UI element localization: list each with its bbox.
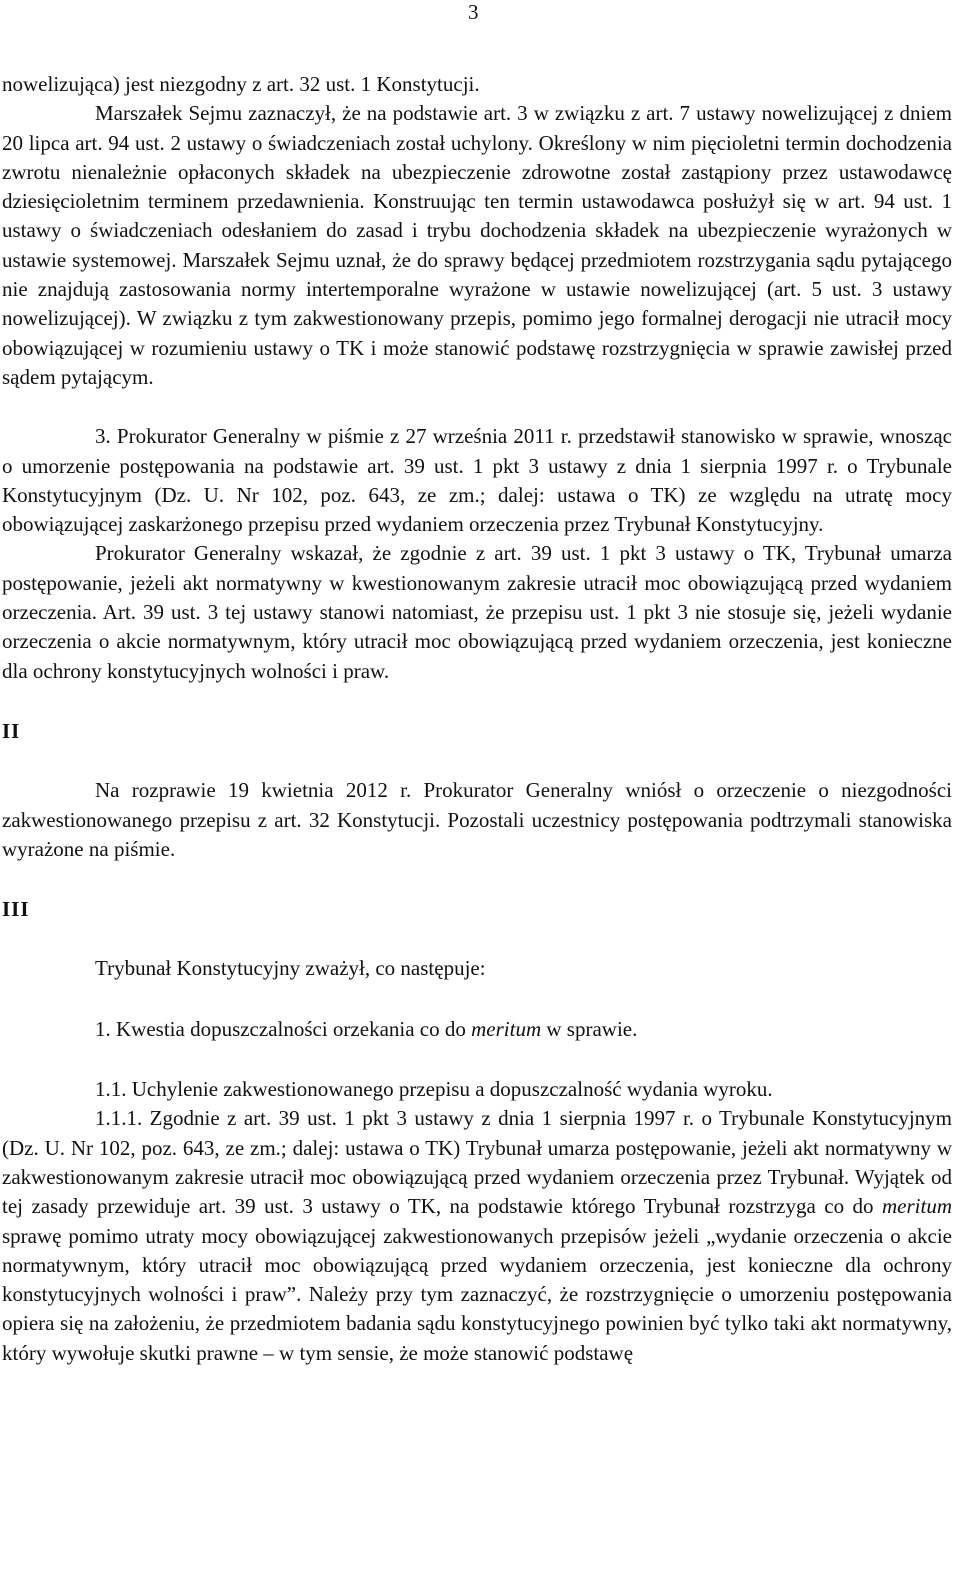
document-body (2, 70, 952, 1368)
paragraph: Prokurator Generalny wskazał, że zgodnie z art. 39 ust. 1 pkt 3 ustawy o TK, Trybunał umarza postępowanie, jeżeli akt normatywny w kwestionowanym zakresie utracił moc obowiązującą przed wydaniem orzeczenia. Art. 39 ust. 3 tej ustawy stanowi natomiast, że przepisu ust. 1 pkt 3 nie stosuje się, jeżeli wydanie orzeczenia o akcie normatywnym, który utracił moc obowiązującą przed wydaniem orzeczenia, jest konieczne dla ochrony konstytucyjnych wolności i praw. (2, 541, 952, 683)
text-run: 1. Kwestia dopuszczalności orzekania co do (95, 1016, 472, 1041)
paragraph (2, 1104, 952, 1368)
paragraph: nowelizująca) jest niezgodny z art. 32 ust. 1 Konstytucji. (2, 72, 480, 96)
text-run: sprawę pomimo utraty mocy obowiązującej zakwestionowanych przepisów jeżeli „wydanie orzeczenia o akcie normatywnym, który utracił moc obowiązującą przed wydaniem orzeczenia, jest konieczne dla ochrony konstytucyjnych wolności i praw”. Należy przy tym zaznaczyć, że rozstrzygnięcie o umorzeniu postępowania opiera się na założeniu, że przedmiotem badania sądu konstytucyjnego powinien być tylko taki akt normatywny, który wywołuje skutki prawne – w tym sensie, że może stanowić podstawę (2, 1223, 952, 1365)
page-number: 3 (468, 0, 479, 24)
text-run: 1.1.1. Zgodnie z art. 39 ust. 1 pkt 3 ustawy z dnia 1 sierpnia 1997 r. o Trybunale Konstytucyjnym (Dz. U. Nr 102, poz. 643, ze zm.; dalej: ustawa o TK) Trybunał umarza postępowanie, jeżeli akt normatywny w zakwestionowanym zakresie utracił moc obowiązującą przed wydaniem orzeczenia przez Trybunał. Wyjątek od tej zasady przewiduje art. 39 ust. 3 ustawy o TK, na podstawie którego Trybunał rozstrzyga co do (2, 1106, 952, 1219)
italic-text: meritum (882, 1194, 952, 1219)
section-heading-ii: II (2, 718, 21, 743)
paragraph: Marszałek Sejmu zaznaczył, że na podstawie art. 3 w związku z art. 7 ustawy nowelizującej z dniem 20 lipca art. 94 ust. 2 ustawy o świadczeniach został uchylony. Określony w nim pięcioletni termin dochodzenia zwrotu nienależnie opłaconych składek na ubezpieczenie zdrowotne został zastąpiony przez ustawodawcę dziesięcioletnim terminem przedawnienia. Konstruując ten termin ustawodawca posłużył się w art. 94 ust. 1 ustawy o świadczeniach odesłaniem do zasad i trybu dochodzenia składek na ubezpieczenie wyrażonych w ustawie systemowej. Marszałek Sejmu uznał, że do sprawy będącej przedmiotem rozstrzygania sądu pytającego nie znajdują zastosowania normy intertemporalne wyrażone w ustawie nowelizującej (art. 5 ust. 3 ustawy nowelizującej). W związku z tym zakwestionowany przepis, pomimo jego formalnej derogacji nie utracił mocy obowiązującej w rozumieniu ustawy o TK i może stanowić podstawę rozstrzygnięcia w sprawie zawisłej przed sądem pytającym. (2, 101, 952, 389)
section-heading-iii: III (2, 897, 30, 922)
paragraph: Na rozprawie 19 kwietnia 2012 r. Prokurator Generalny wniósł o orzeczenie o niezgodności zakwestionowanego przepisu z art. 32 Konstytucji. Pozostali uczestnicy postępowania podtrzymali stanowiska wyrażone na piśmie. (2, 778, 952, 861)
text-run: w sprawie. (541, 1016, 638, 1041)
subsection-heading (2, 1015, 952, 1044)
paragraph: Trybunał Konstytucyjny zważył, co następuje: (95, 956, 486, 981)
subsection-heading: 1.1. Uchylenie zakwestionowanego przepisu a dopuszczalność wydania wyroku. (95, 1077, 773, 1102)
italic-text: meritum (471, 1016, 542, 1041)
paragraph: 3. Prokurator Generalny w piśmie z 27 września 2011 r. przedstawił stanowisko w sprawie, wnosząc o umorzenie postępowania na podstawie art. 39 ust. 1 pkt 3 ustawy z dnia 1 sierpnia 1997 r. o Trybunale Konstytucyjnym (Dz. U. Nr 102, poz. 643, ze zm.; dalej: ustawa o TK) ze względu na utratę mocy obowiązującej zaskarżonego przepisu przed wydaniem orzeczenia przez Trybunał Konstytucyjny. (2, 424, 952, 537)
